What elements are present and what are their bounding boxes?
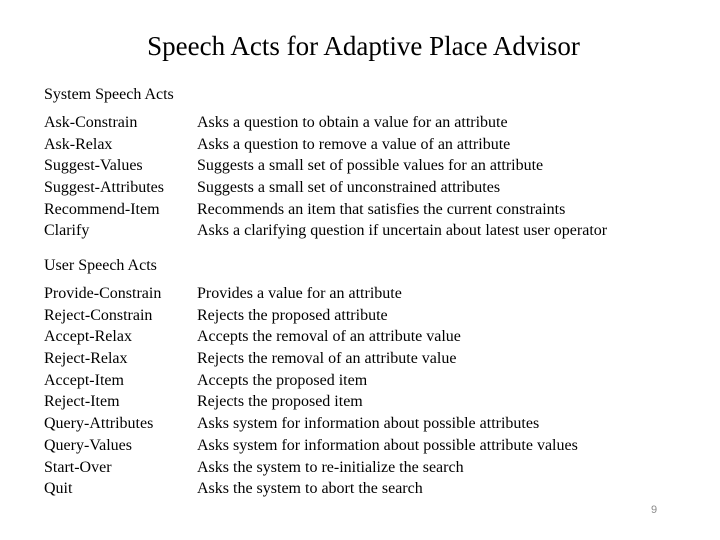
act-name: Query-Values (44, 436, 132, 454)
act-name: Quit (44, 480, 73, 498)
system-act-row (44, 155, 684, 177)
act-name: Reject-Relax (44, 350, 128, 368)
system-act-row (44, 177, 684, 199)
act-description: Suggests a small set of unconstrained attributes (197, 179, 501, 197)
act-name: Start-Over (44, 458, 112, 476)
act-name: Recommend-Item (44, 200, 160, 218)
act-description: Asks system for information about possible attribute values (197, 436, 578, 454)
user-act-row (44, 457, 684, 479)
act-description: Suggests a small set of possible values for an attribute (197, 157, 544, 175)
system-act-row (44, 220, 684, 242)
act-name: Query-Attributes (44, 415, 154, 433)
act-description: Rejects the proposed item (197, 393, 363, 411)
act-description: Asks system for information about possible attributes (197, 415, 540, 433)
user-act-row (44, 435, 684, 457)
act-description: Accepts the proposed item (197, 371, 368, 389)
system-speech-acts-list (44, 112, 684, 242)
user-act-row (44, 391, 684, 413)
system-act-row (44, 134, 684, 156)
user-act-row (44, 305, 684, 327)
user-speech-acts-list (44, 283, 684, 500)
user-act-row (44, 370, 684, 392)
act-description: Accepts the removal of an attribute value (197, 328, 461, 346)
user-act-row (44, 348, 684, 370)
act-description: Asks the system to re-initialize the search (197, 458, 464, 476)
act-name: Suggest-Attributes (44, 179, 164, 197)
act-description: Asks a question to obtain a value for an attribute (197, 114, 508, 131)
act-name: Ask-Relax (44, 135, 113, 153)
page-number: 9 (651, 504, 658, 516)
act-description: Asks a clarifying question if uncertain about latest user operator (197, 222, 608, 240)
user-act-row (44, 478, 684, 500)
act-name: Clarify (44, 222, 90, 240)
act-name: Accept-Item (44, 371, 124, 389)
act-description: Recommends an item that satisfies the current constraints (197, 200, 566, 218)
slide-title: Speech Acts for Adaptive Place Advisor (147, 31, 580, 61)
system-act-row (44, 199, 684, 221)
user-act-row (44, 326, 684, 348)
act-name: Ask-Constrain (44, 114, 138, 131)
act-description: Provides a value for an attribute (197, 285, 402, 302)
system-speech-acts-heading: System Speech Acts (44, 86, 174, 103)
act-name: Provide-Constrain (44, 285, 162, 302)
act-name: Reject-Constrain (44, 306, 153, 324)
system-act-row (44, 112, 684, 134)
act-description: Rejects the proposed attribute (197, 306, 388, 324)
act-name: Suggest-Values (44, 157, 143, 175)
act-description: Asks a question to remove a value of an attribute (197, 135, 511, 153)
act-description: Rejects the removal of an attribute value (197, 350, 457, 368)
user-act-row (44, 283, 684, 305)
user-speech-acts-heading: User Speech Acts (44, 257, 157, 274)
act-name: Reject-Item (44, 393, 120, 411)
user-act-row (44, 413, 684, 435)
act-name: Accept-Relax (44, 328, 132, 346)
act-description: Asks the system to abort the search (197, 480, 423, 498)
